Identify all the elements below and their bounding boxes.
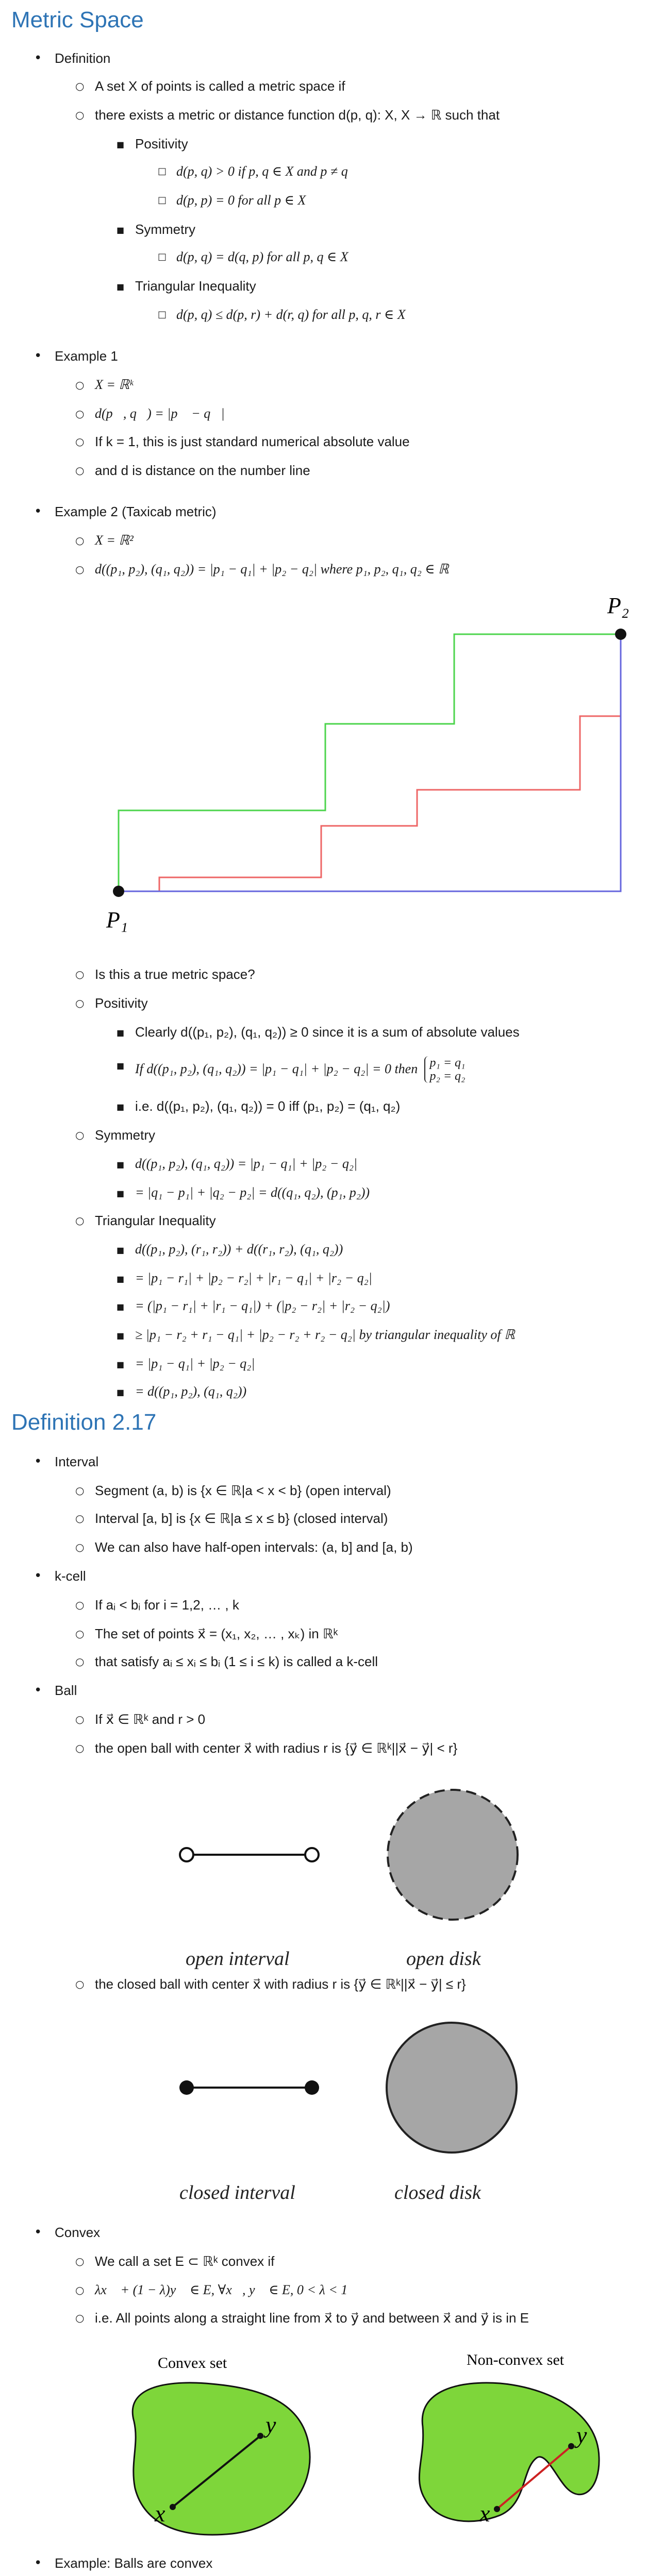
math-line: ■ = d((p₁, p₂), (q₁, q₂)) (135, 1383, 246, 1400)
open-ball-figure (155, 1772, 546, 1973)
open-disk (388, 1790, 518, 1920)
point-y (568, 2443, 574, 2449)
list-item: • Example 2 (Taxicab metric) (55, 503, 217, 520)
list-item (95, 106, 500, 124)
math-line: ○ d(p⃗, q⃗) = |p⃗ − q⃗| (95, 405, 225, 422)
math-line: ■ ≥ |p₁ − r₂ + r₁ − q₁| + |p₂ − r₂ + r₂ − q₂| by triangular inequality of ℝ (135, 1326, 515, 1344)
math-line: ■ = |q₁ − p₁| + |q₂ − p₂| = d((q₁, q₂), (p₁, p₂)) (135, 1184, 370, 1201)
math-line: ■ = |p₁ − r₁| + |p₂ − r₂| + |r₁ − q₁| + |r₂ − q₂| (135, 1269, 372, 1287)
math-line: ■ = |p₁ − q₁| + |p₂ − q₂| (135, 1355, 255, 1372)
red-path (119, 634, 621, 891)
closed-endpoint (179, 2080, 194, 2095)
list-item: ○ Triangular Inequality (95, 1212, 216, 1229)
caption-open-interval: open interval (186, 1948, 290, 1970)
item-text: there exists a metric or distance function d(p, q): X, X → ℝ such that (95, 107, 500, 123)
caption-closed-disk: closed disk (394, 2182, 481, 2204)
point-p2 (615, 629, 626, 640)
list-item: • Interval (55, 1453, 98, 1470)
point-x (170, 2504, 176, 2510)
green-path (119, 634, 621, 891)
math-line: □ d(p, p) = 0 for all p ∈ X (176, 192, 306, 209)
list-item: ○ and d is distance on the number line (95, 462, 310, 479)
label-x: x (155, 2500, 165, 2527)
caption-convex-set: Convex set (158, 2354, 227, 2371)
list-item: • Ball (55, 1682, 77, 1699)
math-line: ○ d((p₁, p₂), (q₁, q₂)) = |p₁ − q₁| + |p₂ − q₂| where p₁, p₂, q₁, q₂ ∈ ℝ (95, 561, 449, 578)
list-item: ■ i.e. d((p₁, p₂), (q₁, q₂)) = 0 iff (p₁, p₂) = (q₁, q₂) (135, 1097, 400, 1115)
math-line: ○ X = ℝ² (95, 532, 134, 549)
list-item: ○ We call a set E ⊂ ℝᵏ convex if (95, 2252, 274, 2270)
convex-sets-figure (103, 2334, 629, 2540)
label-p2: P₂ (607, 593, 629, 618)
nonconvex-blob (419, 2383, 599, 2521)
list-item: • Example: Balls are convex (55, 2554, 212, 2572)
blue-path (119, 634, 621, 891)
list-item: ○ the closed ball with center x⃗ with radius r is {y⃗ ∈ ℝᵏ||x⃗ − y⃗| ≤ r} (95, 1975, 466, 1993)
list-item: ■ Symmetry (135, 221, 195, 238)
list-item (135, 1056, 465, 1083)
list-item: • Convex (55, 2224, 100, 2241)
math-line: ■ = (|p₁ − r₁| + |r₁ − q₁|) + (|p₂ − r₂| + |r₂ − q₂|) (135, 1297, 390, 1315)
taxicab-diagram (98, 587, 639, 943)
caption-open-disk: open disk (406, 1948, 481, 1970)
list-item: ○ If k = 1, this is just standard numerical absolute value (95, 433, 410, 450)
point-y (257, 2433, 263, 2439)
point-p1 (113, 886, 124, 897)
list-item: ○ Symmetry (95, 1126, 155, 1144)
point-x (494, 2506, 500, 2512)
closed-endpoint (305, 2080, 319, 2095)
math-line: □ d(p, q) = d(q, p) for all p, q ∈ X (176, 248, 348, 266)
item-text: If d((p₁, p₂), (q₁, q₂)) = |p₁ − q₁| + |p₂ − q₂| = 0 then (135, 1061, 418, 1076)
list-item: ○ Is this a true metric space? (95, 965, 255, 983)
list-item: • Example 1 (55, 347, 118, 365)
list-item: ○ Interval [a, b] is {x ∈ ℝ|a ≤ x ≤ b} (closed interval) (95, 1510, 388, 1527)
list-item: ○ If aᵢ < bᵢ for i = 1,2, … , k (95, 1596, 239, 1614)
list-item: ■ Positivity (135, 135, 188, 152)
math-line: ■ d((p₁, p₂), (r₁, r₂)) + d((r₁, r₂), (q₁, q₂)) (135, 1241, 343, 1258)
list-item: • Definition (55, 49, 110, 67)
list-item: ○ i.e. All points along a straight line from x⃗ to y⃗ and between x⃗ and y⃗ is in E (95, 2309, 529, 2327)
caption-nonconvex-set: Non-convex set (467, 2351, 565, 2368)
list-item: ○ If x⃗ ∈ ℝᵏ and r > 0 (95, 1710, 205, 1728)
case-line: p₁ = q₁ (429, 1056, 466, 1070)
label-y: y (265, 2412, 276, 2438)
math-line: ○ X = ℝᵏ (95, 376, 133, 394)
closed-ball-figure (155, 2004, 546, 2205)
math-line: □ d(p, q) > 0 if p, q ∈ X and p ≠ q (176, 163, 348, 180)
open-endpoint (180, 1848, 193, 1861)
math-line: ○ λx⃗ + (1 − λ)y⃗ ∈ E, ∀x⃗, y⃗ ∈ E, 0 < λ < 1 (95, 2281, 347, 2299)
list-item: ○ We can also have half-open intervals: (a, b] and [a, b) (95, 1538, 413, 1556)
item-text: A set X of points is called a metric space if (95, 78, 345, 94)
list-item: ○ The set of points x⃗ = (x₁, x₂, … , xₖ) in ℝᵏ (95, 1625, 338, 1642)
list-item: • k-cell (55, 1567, 86, 1585)
case-brace (424, 1056, 465, 1083)
math-line: ■ d((p₁, p₂), (q₁, q₂)) = |p₁ − q₁| + |p₂ − q₂| (135, 1155, 357, 1173)
label-x: x (479, 2500, 490, 2527)
section-title-metric-space: Metric Space (11, 7, 144, 32)
list-item: ■ Clearly d((p₁, p₂), (q₁, q₂)) ≥ 0 since it is a sum of absolute values (135, 1023, 520, 1041)
list-item: ○ Segment (a, b) is {x ∈ ℝ|a < x < b} (open interval) (95, 1482, 391, 1499)
list-item: ○ that satisfy aᵢ ≤ xᵢ ≤ bᵢ (1 ≤ i ≤ k) is called a k-cell (95, 1653, 378, 1670)
case-line: p₂ = q₂ (429, 1070, 466, 1083)
list-item: ○ Positivity (95, 994, 148, 1012)
open-endpoint (305, 1848, 319, 1861)
section-title-def-2-17: Definition 2.17 (11, 1410, 157, 1435)
list-item: ■ Triangular Inequality (135, 277, 256, 295)
math-line: □ d(p, q) ≤ d(p, r) + d(r, q) for all p, q, r ∈ X (176, 306, 406, 324)
label-y: y (576, 2422, 587, 2448)
caption-closed-interval: closed interval (179, 2182, 295, 2204)
list-item (95, 77, 345, 95)
list-item: ○ the open ball with center x⃗ with radius r is {y⃗ ∈ ℝᵏ||x⃗ − y⃗| < r} (95, 1739, 457, 1757)
closed-disk (387, 2023, 517, 2153)
label-p1: P₁ (106, 907, 128, 933)
